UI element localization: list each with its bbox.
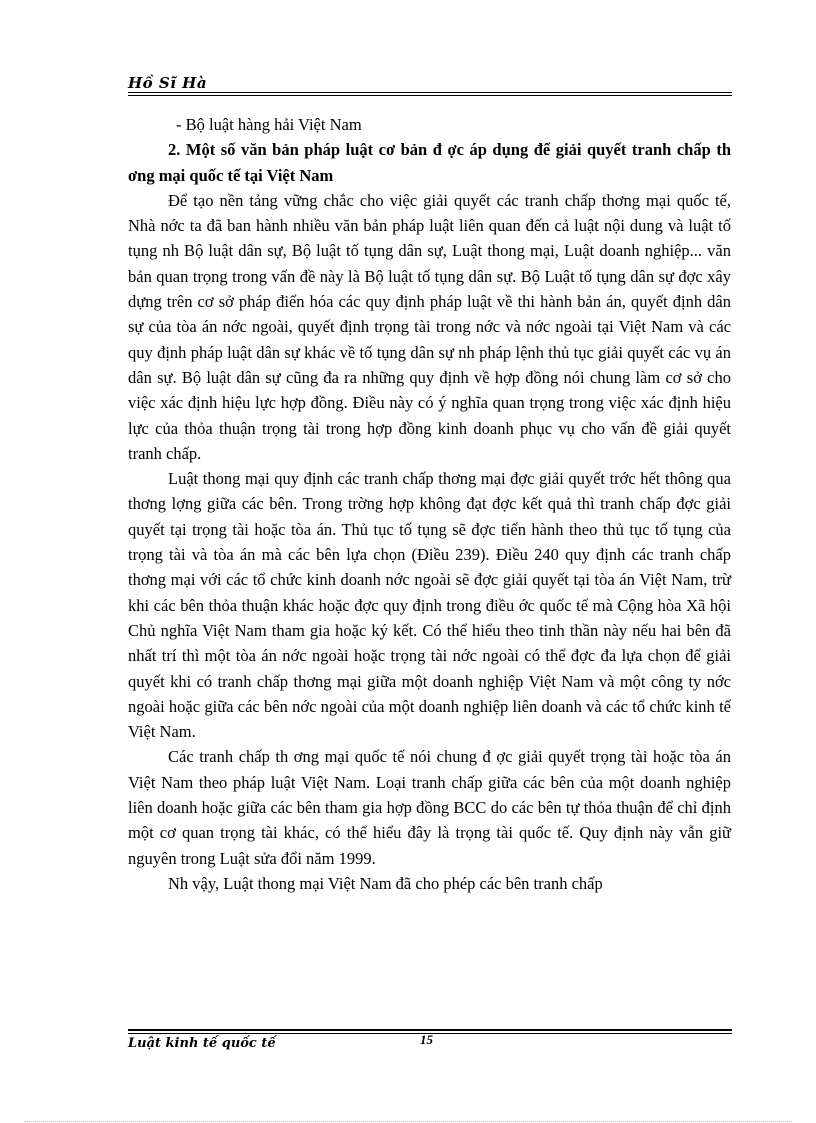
footer-title: Luật kinh tế quốc tế <box>128 1036 276 1051</box>
footer-rule <box>128 1029 732 1031</box>
page-edge-divider <box>24 1121 792 1122</box>
paragraph: Luật thong mại quy định các tranh chấp thơng mại đợc giải quyết trớc hết thông qua thơng lợng giữa các bên. Trong trờng hợp không đạt đợc kết quả thì tranh chấp đợc giải quyết tại trọng tài hoặc tòa án. Thủ tục tố tụng sẽ đợc tiến hành theo thủ tục tố tụng của trọng tài và tòa án mà các bên lựa chọn (Điều 239). Điều 240 quy định các tranh chấp thơng mại với các tổ chức kinh doanh nớc ngoài sẽ đợc giải quyết tại tòa án Việt Nam, trừ khi các bên thỏa thuận khác hoặc đợc quy định trong điều ớc quốc tế mà Cộng hòa Xã hội Chủ nghĩa Việt Nam tham gia hoặc ký kết. Có thể hiểu theo tinh thần này nếu hai bên đã nhất trí thì một tòa án nớc ngoài hoặc trọng tài nớc ngoài có thể đợc đa lựa chọn để giải quyết khi có tranh chấp thơng mại giữa một doanh nghiệp Việt Nam và một công ty nớc ngoài hoặc giữa các bên nớc ngoài của một doanh nghiệp liên doanh và các tổ chức kinh tế Việt Nam. <box>128 469 731 742</box>
header-author: Hồ Sĩ Hà <box>128 74 208 92</box>
page-number: 15 <box>420 1032 433 1047</box>
paragraph: Nh vậy, Luật thong mại Việt Nam đã cho phép các bên tranh chấp <box>168 873 603 893</box>
page-body <box>128 112 731 896</box>
list-item: - Bộ luật hàng hải Việt Nam <box>176 115 362 134</box>
header-rule <box>128 95 732 96</box>
paragraph: Các tranh chấp th ơng mại quốc tế nói chung đ ợc giải quyết trọng tài hoặc tòa án Việt Nam theo pháp luật Việt Nam. Loại tranh chấp giữa các bên của một doanh nghiệp liên doanh hoặc giữa các bên tham gia hợp đồng BCC do các bên tự thỏa thuận để chỉ định một cơ quan trọng tài khác, có thể hiểu đây là trọng tài quốc tế. Quy định này vẫn giữ nguyên trong Luật sửa đổi năm 1999. <box>128 747 731 868</box>
section-heading: 2. Một số văn bản pháp luật cơ bản đ ợc áp dụng để giải quyết tranh chấp th ơng mại quốc tế tại Việt Nam <box>128 140 731 185</box>
header-rule <box>128 92 732 93</box>
paragraph: Để tạo nền tảng vững chắc cho việc giải quyết các tranh chấp thơng mại quốc tế, Nhà nớc ta đã ban hành nhiều văn bản pháp luật liên quan đến cả luật nội dung và luật tố tụng nh Bộ luật dân sự, Bộ luật tố tụng dân sự, Luật thong mại, Luật doanh nghiệp... văn bản quan trọng trong vấn đề này là Bộ luật tố tụng dân sự. Bộ Luật tố tụng dân sự đợc xây dựng trên cơ sở pháp điển hóa các quy định pháp luật về thi hành bản án, quyết định dân sự của tòa án nớc ngoài, quyết định trọng tài trong nớc và nớc ngoài tại Việt Nam và các quy định pháp luật dân sự khác về tố tụng dân sự nh pháp lệnh thủ tục giải quyết các vụ án dân sự. Bộ luật dân sự cũng đa ra những quy định về hợp đồng nói chung làm cơ sở cho việc xác định hiệu lực hợp đồng. Điều này có ý nghĩa quan trọng trong việc xác định hiệu lực của thỏa thuận trọng tài trong hợp đồng kinh doanh phục vụ cho vấn đề giải quyết tranh chấp. <box>128 190 731 463</box>
